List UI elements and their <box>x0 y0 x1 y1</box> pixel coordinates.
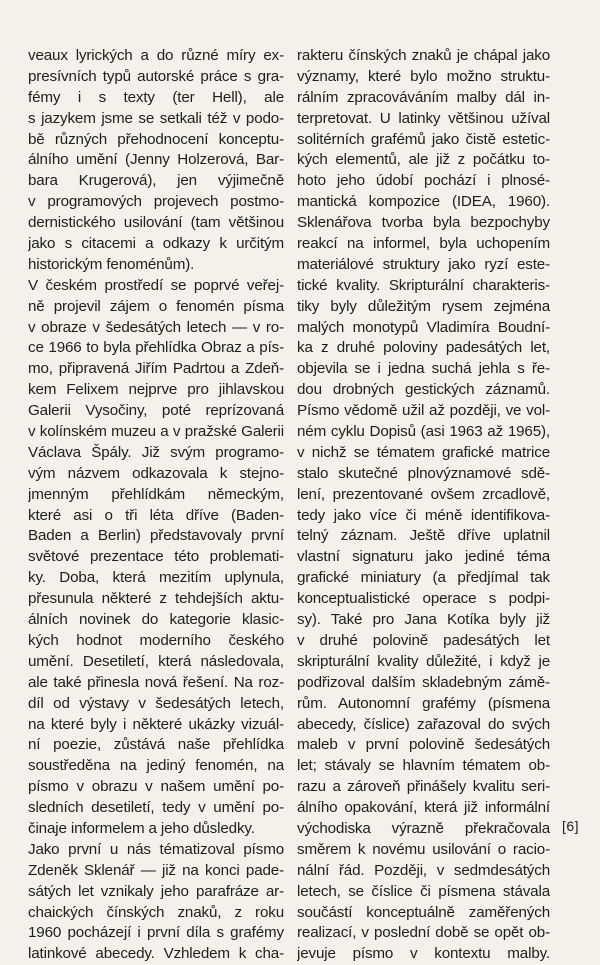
text-line: jmenným přehlídkám německým, <box>28 485 284 503</box>
text-line: reakcí na informel, byla uchopením <box>297 235 550 253</box>
text-line: součástí konceptuálně zaměřených <box>297 903 550 921</box>
text-line: mo, připravená Jiřím Padrtou a Zdeň- <box>28 360 284 378</box>
text-line: v druhé polovině padesátých let <box>297 631 550 649</box>
text-line: ale také přinesla nová řešení. Na roz- <box>28 673 284 691</box>
text-line: hoto jeho údobí pochází i plnosé- <box>297 172 550 190</box>
text-column-right <box>297 46 550 965</box>
text-line: v kolínském muzeu a v pražské Galerii <box>28 423 284 441</box>
text-line: tedy jako více či méně identifikova- <box>297 506 550 524</box>
text-line: soustředěna na jediný fenomén, na <box>28 757 284 775</box>
text-line: světové prezentace této problemati- <box>28 548 284 566</box>
page-number: [6] <box>562 818 580 834</box>
text-line: Sklenářova tvorba byla bezpochyby <box>297 214 550 232</box>
text-line: směrem k novému usilování o racio- <box>297 840 550 858</box>
text-line: činaje informelem a jeho důsledky. <box>28 819 255 837</box>
text-line: latinkové abecedy. Vzhledem k cha- <box>28 945 284 963</box>
text-line: jako s citacemi a odkazy k určitým <box>28 235 284 253</box>
text-line: realizací, v poslední době se opět ob- <box>297 924 550 942</box>
text-line: dou drobných gestických záznamů. <box>297 381 550 399</box>
text-line: historickým fenoménům). <box>28 255 195 273</box>
text-line: sy). Také pro Jana Kotíka byly již <box>297 611 550 629</box>
text-line: Václava Špály. Již svým programo- <box>28 443 284 461</box>
text-line: sledních desetiletí, tedy v umění po- <box>28 799 284 817</box>
text-line: álních novinek do kategorie klasic- <box>28 611 284 629</box>
text-line: malých monotypů Vladimíra Boudní- <box>297 318 550 336</box>
text-line: rakteru čínských znaků je chápal jako <box>297 47 550 64</box>
text-line: dernistického usilování (tam většinou <box>28 214 284 232</box>
text-line: významy, které bylo možno struktu- <box>297 67 550 85</box>
text-line: álního opakování, která již informální <box>297 799 550 817</box>
text-line: stalo skutečné plnovýznamové sdě- <box>297 464 550 482</box>
text-line: vlastní signaturu jako jediné téma <box>297 548 550 566</box>
text-line: terpretovat. U latinky většinou užíval <box>297 109 550 127</box>
text-line: mantická kompozice (IDEA, 1960). <box>297 193 550 211</box>
text-line: bara Krugerová), jen výjimečně <box>28 172 284 190</box>
text-line: písmo v obrazu v našem umění po- <box>28 778 284 796</box>
text-line: konceptualistické operace s podpi- <box>297 590 550 608</box>
text-line: álního umění (Jenny Holzerová, Bar- <box>28 151 284 169</box>
text-line: s jazykem jsme se setkali též v podo- <box>28 109 284 127</box>
text-line: 1960 pocházejí i první díla s grafémy <box>28 924 284 942</box>
text-line: bě různých přehodnocení konceptu- <box>28 130 284 148</box>
text-line: lení, prezentované ovšem zrcadlově, <box>297 485 550 503</box>
text-line: tické kvality. Skripturální charakteris- <box>297 276 550 294</box>
text-line: ky. Doba, která mezitím uplynula, <box>28 569 284 587</box>
text-line: abecedy, číslice) zařazoval do svých <box>297 715 550 733</box>
text-line: fémy i s texty (ter Hell), ale <box>28 88 284 106</box>
text-line: veaux lyrických a do různé míry ex- <box>28 47 284 64</box>
text-line: kem Felixem nejprve pro jihlavskou <box>28 381 284 399</box>
text-line: východiska výrazně překračovala <box>297 819 550 837</box>
text-line: razu a zároveň přinášely kvalitu seri- <box>297 778 550 796</box>
text-line: Baden a Berlin) představovaly první <box>28 527 284 545</box>
text-column-left <box>28 46 284 965</box>
text-line: ném cyklu Dopisů (asi 1963 až 1965), <box>297 423 550 441</box>
text-line: ce 1966 to byla přehlídka Obraz a pís- <box>28 339 284 357</box>
text-line: umění. Desetiletí, která následovala, <box>28 652 284 670</box>
text-line: skripturální kvality důležité, i když je <box>297 652 550 670</box>
text-line: které asi o tři léta dříve (Baden- <box>28 506 284 524</box>
text-line: letech, se číslice či písmena stávala <box>297 882 550 900</box>
text-line: objevila se i jedna suchá jehla s ře- <box>297 360 550 378</box>
text-line: grafické miniatury (a předjímal tak <box>297 569 550 587</box>
text-line: solitérních grafémů jako čistě estetic- <box>297 130 550 148</box>
text-line: maleb v první polovině šedesátých <box>297 736 550 754</box>
text-line: rálním zpracováváním malby dál in- <box>297 88 550 106</box>
text-line: kých hodnot moderního českého <box>28 631 284 649</box>
text-line: tiky byly důležitým rysem zejména <box>297 297 550 315</box>
text-line: ka z druhé poloviny padesátých let, <box>297 339 550 357</box>
text-line: V českém prostředí se poprvé veřej- <box>28 276 284 294</box>
text-line: v obraze v šedesátých letech — v ro- <box>28 318 284 336</box>
text-line: sátých let vznikaly jeho parafráze ar- <box>28 882 284 900</box>
text-line: telný záznam. Ještě dříve uplatnil <box>297 527 550 545</box>
text-line: podřizoval dalším skladebným zámě- <box>297 673 550 691</box>
text-line: rům. Autonomní grafémy (písmena <box>297 694 550 712</box>
text-line: v nichž se tématem grafické matrice <box>297 443 550 461</box>
text-line: ní poezie, zůstává naše přehlídka <box>28 736 284 754</box>
text-line: přesunula některé z tehdejších aktu- <box>28 590 284 608</box>
text-line: v programových projevech postmo- <box>28 193 284 211</box>
text-line: Zdeněk Sklenář — již na konci pade- <box>28 861 284 879</box>
text-line: díl od výstavy v šedesátých letech, <box>28 694 284 712</box>
text-line: Písmo vědomě užil až později, ve vol- <box>297 402 550 420</box>
text-line: ně projevil zájem o fenomén písma <box>28 297 284 315</box>
text-line: chaických čínských znaků, z roku <box>28 903 284 921</box>
text-line: Galerii Vysočiny, poté reprízovaná <box>28 402 284 420</box>
text-line: na které byly i některé ukázky vizuál- <box>28 715 284 733</box>
text-line: kých elementů, ale již z počátku to- <box>297 151 550 169</box>
text-line: jevuje písmo v kontextu malby. <box>297 945 550 963</box>
text-line: nální řád. Později, v sedmdesátých <box>297 861 550 879</box>
text-line: materiálové struktury jako ryzí este- <box>297 255 550 273</box>
text-line: vým názvem odkazovala k stejno- <box>28 464 284 482</box>
text-line: let; stávaly se hlavním tématem ob- <box>297 757 550 775</box>
text-line: presívních typů autorské práce s gra- <box>28 67 284 85</box>
text-line: Jako první u nás tématizoval písmo <box>28 840 284 858</box>
